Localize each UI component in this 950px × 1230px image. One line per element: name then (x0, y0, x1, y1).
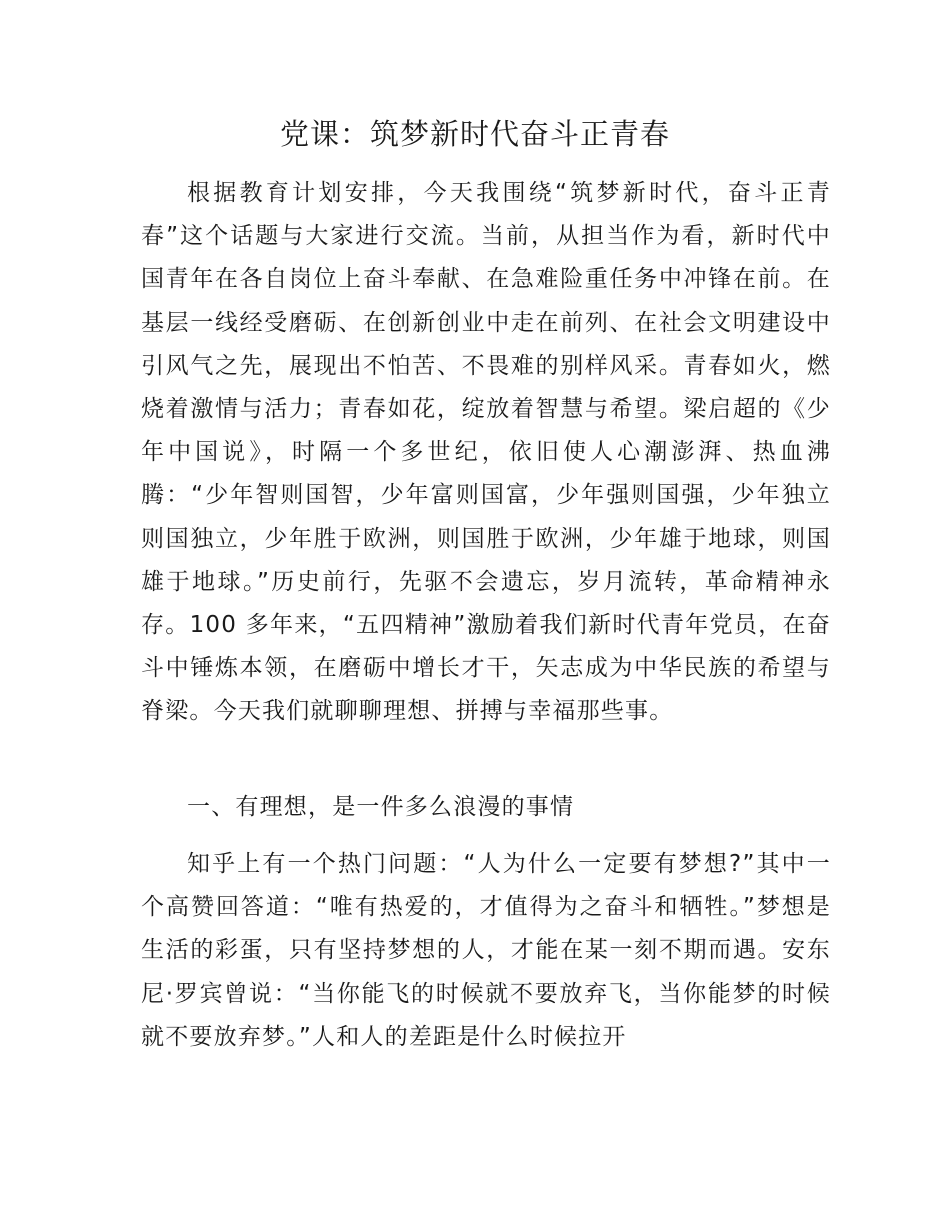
intro-paragraph: 根据教育计划安排，今天我围绕“筑梦新时代，奋斗正青春”这个话题与大家进行交流。当前，从担当作为看，新时代中国青年在各自岗位上奋斗奉献、在急难险重任务中冲锋在前。在基层一线经受磨砺、在创新创业中走在前列、在社会文明建设中引风气之先，展现出不怕苦、不畏难的别样风采。青春如火，燃烧着激情与活力；青春如花，绽放着智慧与希望。梁启超的《少年中国说》，时隔一个多世纪，依旧使人心潮澎湃、热血沸腾：“少年智则国智，少年富则国富，少年强则国强，少年独立则国独立，少年胜于欧洲，则国胜于欧洲，少年雄于地球，则国雄于地球。”历史前行，先驱不会遗忘，岁月流转，革命精神永存。100 多年来，“五四精神”激励着我们新时代青年党员，在奋斗中锤炼本领，在磨砺中增长才干，矢志成为中华民族的希望与脊梁。今天我们就聊聊理想、拼搏与幸福那些事。 (141, 180, 831, 725)
section-heading: 一、有理想，是一件多么浪漫的事情 (187, 794, 575, 820)
section-paragraph: 知乎上有一个热门问题：“人为什么一定要有梦想?”其中一个高赞回答道：“唯有热爱的，才值得为之奋斗和牺牲。”梦想是生活的彩蛋，只有坚持梦想的人，才能在某一刻不期而遇。安东尼·罗宾曾说：“当你能飞的时候就不要放弃飞，当你能梦的时候就不要放弃梦。”人和人的差距是什么时候拉开 (141, 851, 831, 1050)
document-title: 党课：筑梦新时代奋斗正青春 (279, 117, 670, 151)
